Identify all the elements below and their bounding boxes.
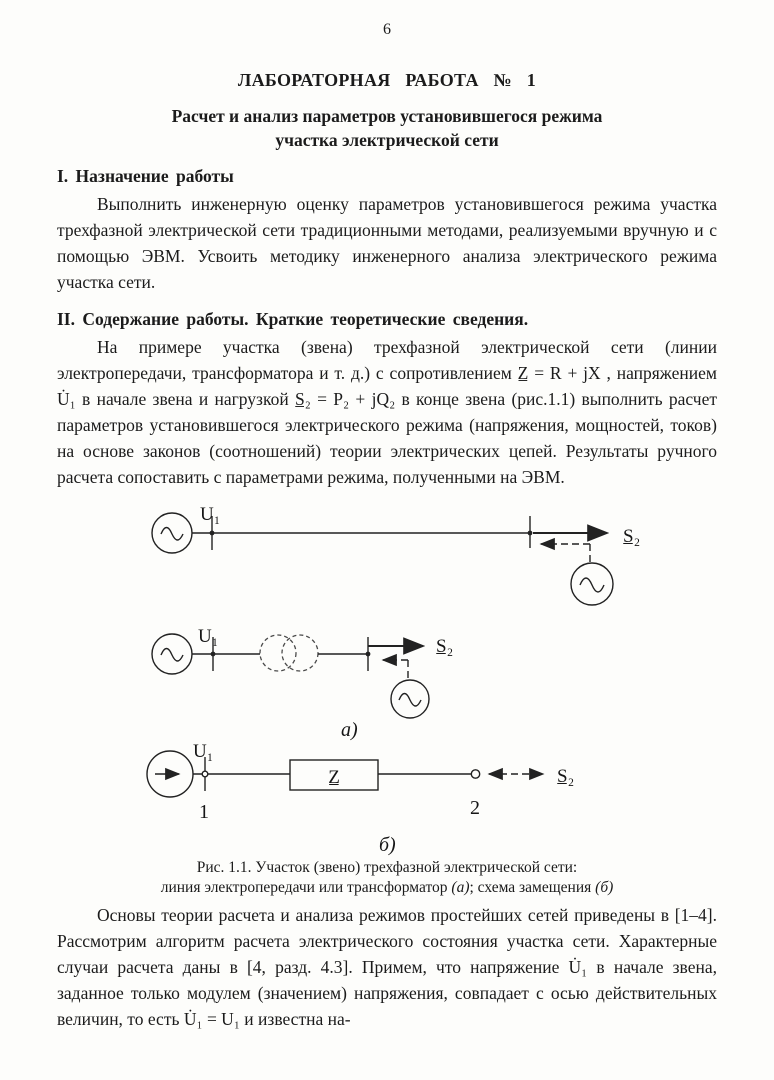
section1-heading: I. Назначение работы [57,166,234,186]
doc-subtitle-line2: участка электрической сети [275,130,499,150]
diagram-equivalent-circuit [147,741,574,856]
subfigure-a-label: а) [341,719,358,741]
node2-label: 2 [470,797,480,819]
node2-marker [471,770,479,778]
node-dot [528,531,533,536]
u1-label: U₁ [193,741,214,762]
s2-label: S̲₂ [623,526,641,547]
section2-heading: II. Содержание работы. Краткие теоретические сведения. [57,309,529,329]
node-dot [366,652,371,657]
caption-text: линия электропередачи или трансформатор [160,879,452,896]
doc-title: ЛАБОРАТОРНАЯ РАБОТА № 1 [237,70,537,90]
figure-1-1 [57,496,717,856]
doc-subtitle [57,104,717,152]
node-dot [211,652,216,657]
figure-caption-line1: Рис. 1.1. Участок (звено) трехфазной электрической сети: [196,859,578,876]
page-number: 6 [383,21,391,38]
node-dot [210,531,215,536]
circuit-diagrams [57,496,717,856]
ac-source-icon [152,634,192,674]
u1-label: U₁ [198,626,219,647]
subfigure-b-label: б) [379,834,396,856]
node1-label: 1 [199,801,209,823]
node-marker [202,771,208,777]
current-source-icon [147,751,193,797]
ac-source-icon [152,513,192,553]
figure-caption [57,858,717,898]
diagram-transformer-link [152,626,453,741]
closing-paragraph: Основы теории расчета и анализа режимов простейших сетей приведены в [1–4]. Рассмотрим алгоритм расчета электрического состояния участка сети. Характерные случаи расчета даны в [4, разд. 4.3]. Примем, что напряжение U̇₁ в начале звена, заданное только модулем (значением) напряжения, совпадает с осью действительных величин, то есть U̇₁ = U₁ и известна на- [57,905,717,1029]
ac-source-icon [391,680,429,718]
diagram-transmission-line [152,504,640,605]
caption-text: ; схема замещения [469,879,596,896]
figure-caption-line2 [57,878,717,898]
doc-subtitle-line1: Расчет и анализ параметров установившегося режима [171,106,603,126]
ac-source-icon [571,563,613,605]
u1-label: U₁ [200,504,221,525]
s2-label: S̲₂ [557,766,575,787]
caption-ref-a: (а) [451,879,470,896]
section2-paragraph: На примере участка (звена) трехфазной электрической сети (линии электропередачи, трансформатора и т. д.) с сопротивлением Z̲ = R + jX , напряжением U̇₁ в начале звена и нагрузкой S̲₂ = P₂ + jQ₂ в конце звена (рис.1.1) выполнить расчет параметров установившегося электрического режима (напряжения, мощностей, токов) на основе законов (соотношений) теории электрических цепей. Результаты ручного расчета сопоставить с параметрами режима, полученными на ЭВМ. [57,337,717,487]
impedance-label: Z̲ [328,767,340,788]
caption-ref-b: (б) [595,879,614,896]
section1-paragraph: Выполнить инженерную оценку параметров установившегося режима участка трехфазной электрической сети традиционными методами, реализуемыми вручную и с помощью ЭВМ. Усвоить методику инженерного анализа электрического режима участка сети. [57,194,717,292]
transformer-icon [260,635,318,671]
s2-label: S̲₂ [436,636,454,657]
